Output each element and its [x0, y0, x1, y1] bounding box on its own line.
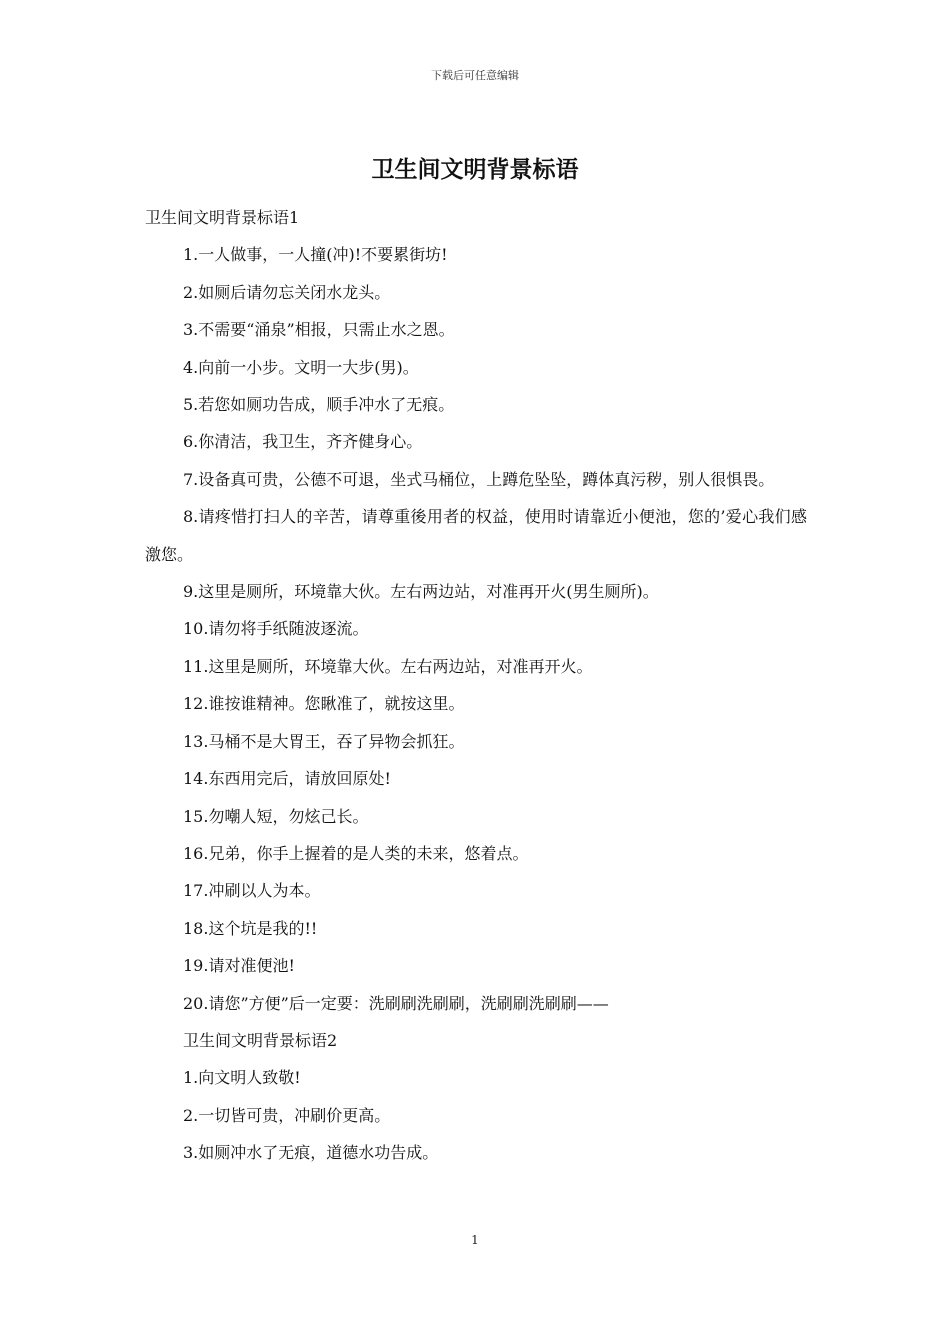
slogan-item: 13.马桶不是大胃王，吞了异物会抓狂。 [183, 731, 465, 751]
slogan-item: 4.向前一小步。文明一大步(男)。 [183, 357, 419, 377]
slogan-item: 2.一切皆可贵，冲刷价更高。 [183, 1105, 391, 1125]
slogan-item: 1.向文明人致敬! [183, 1068, 301, 1088]
slogan-item: 5.若您如厕功告成，顺手冲水了无痕。 [183, 395, 455, 415]
header-note: 下载后可任意编辑 [431, 69, 519, 82]
slogan-item: 17.冲刷以人为本。 [183, 881, 321, 901]
slogan-item: 11.这里是厕所，环境靠大伙。左右两边站，对准再开火。 [183, 656, 593, 676]
slogan-item: 19.请对准便池! [183, 956, 295, 976]
slogan-item: 20.请您”方便”后一定要：洗刷刷洗刷刷，洗刷刷洗刷刷—— [183, 993, 609, 1013]
slogan-item: 8.请疼惜打扫人的辛苦，请尊重後用者的权益，使用时请靠近小便池，您的’爱心我们感激您。 [145, 507, 807, 564]
slogan-item: 1.一人做事，一人撞(冲)!不要累街坊! [183, 245, 448, 265]
slogan-item: 10.请勿将手纸随波逐流。 [183, 619, 369, 639]
document-body [145, 199, 807, 1172]
slogan-item: 12.谁按谁精神。您瞅准了，就按这里。 [183, 694, 465, 714]
slogan-item: 6.你清洁，我卫生，齐齐健身心。 [183, 432, 423, 452]
slogan-item: 16.兄弟，你手上握着的是人类的未来，悠着点。 [183, 843, 529, 863]
slogan-item: 9.这里是厕所，环境靠大伙。左右两边站，对准再开火(男生厕所)。 [183, 582, 659, 602]
slogan-item: 2.如厕后请勿忘关闭水龙头。 [183, 282, 391, 302]
slogan-item: 3.如厕冲水了无痕，道德水功告成。 [183, 1143, 439, 1163]
slogan-item: 18.这个坑是我的!! [183, 918, 318, 938]
section-heading-2: 卫生间文明背景标语2 [183, 1030, 338, 1050]
section-heading-1: 卫生间文明背景标语1 [145, 208, 300, 227]
slogan-item: 15.勿嘲人短，勿炫己长。 [183, 806, 369, 826]
slogan-item: 7.设备真可贵，公德不可退，坐式马桶位，上蹲危坠坠，蹲体真污秽，别人很惧畏。 [183, 469, 775, 489]
slogan-item: 14.东西用完后，请放回原处! [183, 769, 391, 789]
slogan-item: 3.不需要“涌泉”相报，只需止水之恩。 [183, 320, 455, 340]
document-title: 卫生间文明背景标语 [371, 156, 579, 183]
page-number: 1 [471, 1233, 479, 1247]
